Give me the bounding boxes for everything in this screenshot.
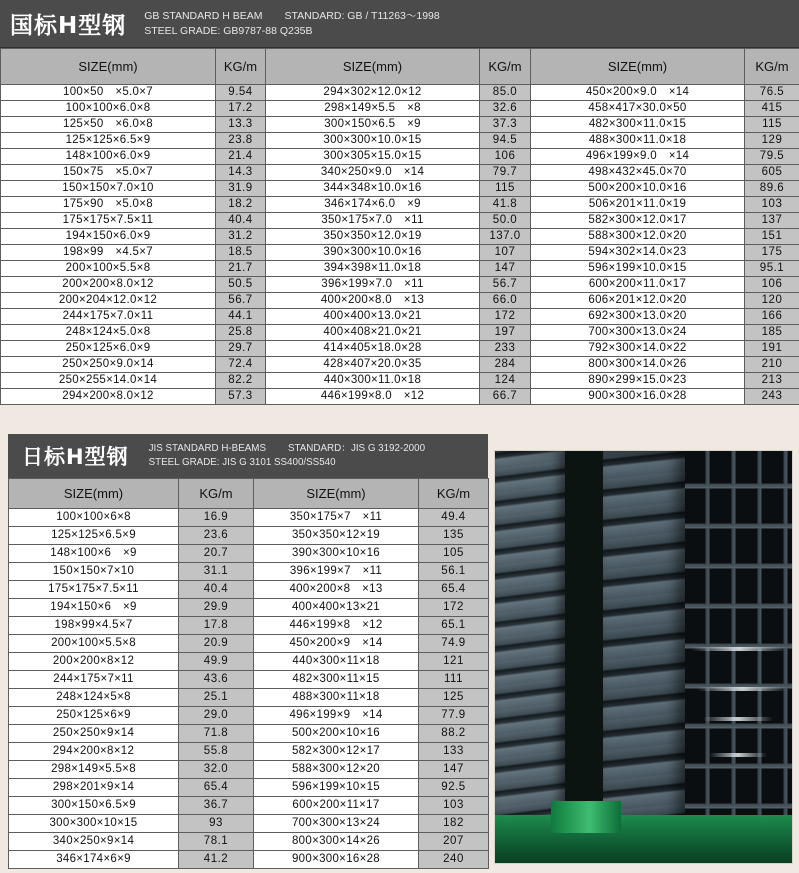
jis-weight-cell: 135	[419, 527, 489, 545]
gb-size-cell: 428×407×20.0×35	[266, 357, 480, 373]
jis-weight-cell: 49.4	[419, 509, 489, 527]
gb-weight-cell: 66.7	[480, 389, 531, 405]
gb-size-cell: 300×305×15.0×15	[266, 149, 480, 165]
jis-table-container	[8, 434, 488, 869]
gb-weight-cell: 120	[745, 293, 799, 309]
jis-weight-cell: 111	[419, 671, 489, 689]
gb-size-cell: 294×200×8.0×12	[1, 389, 216, 405]
jis-weight-cell: 207	[419, 833, 489, 851]
jis-weight-cell: 32.0	[179, 761, 254, 779]
beam-stack-left	[495, 451, 565, 823]
jis-size-cell: 175×175×7.5×11	[9, 581, 179, 599]
jis-size-cell: 488×300×11×18	[254, 689, 419, 707]
gb-weight-cell: 21.4	[216, 149, 266, 165]
gb-weight-cell: 40.4	[216, 213, 266, 229]
gb-banner	[0, 0, 799, 48]
gb-weight-cell: 107	[480, 245, 531, 261]
gb-weight-cell: 44.1	[216, 309, 266, 325]
gb-size-cell: 344×348×10.0×16	[266, 181, 480, 197]
jis-size-cell: 600×200×11×17	[254, 797, 419, 815]
gb-weight-cell: 124	[480, 373, 531, 389]
jis-table-row	[9, 617, 489, 635]
gb-steel-grade: STEEL GRADE: GB9787-88 Q235B	[144, 24, 313, 37]
gb-table-row	[1, 101, 799, 117]
gb-weight-cell: 17.2	[216, 101, 266, 117]
gb-size-cell: 488×300×11.0×18	[531, 133, 745, 149]
jis-weight-cell: 65.1	[419, 617, 489, 635]
gb-weight-cell: 72.4	[216, 357, 266, 373]
gb-weight-cell: 41.8	[480, 197, 531, 213]
gb-size-cell: 606×201×12.0×20	[531, 293, 745, 309]
beam-highlight-1	[691, 647, 787, 651]
gb-size-cell: 496×199×9.0 ×14	[531, 149, 745, 165]
jis-weight-cell: 105	[419, 545, 489, 563]
jis-size-cell: 596×199×10×15	[254, 779, 419, 797]
gb-size-cell: 600×200×11.0×17	[531, 277, 745, 293]
jis-steel-grade: STEEL GRADE: JIS G 3101 SS400/SS540	[148, 457, 336, 468]
gb-weight-cell: 175	[745, 245, 799, 261]
jis-weight-cell: 65.4	[179, 779, 254, 797]
gb-weight-cell: 50.0	[480, 213, 531, 229]
gb-header-size-3: SIZE(mm)	[531, 49, 745, 85]
gb-table-row	[1, 197, 799, 213]
jis-weight-cell: 147	[419, 761, 489, 779]
gb-table-row	[1, 213, 799, 229]
jis-weight-cell: 240	[419, 851, 489, 869]
gb-weight-cell: 50.5	[216, 277, 266, 293]
jis-size-cell: 500×200×10×16	[254, 725, 419, 743]
gb-weight-cell: 31.2	[216, 229, 266, 245]
gb-weight-cell: 23.8	[216, 133, 266, 149]
gb-weight-cell: 82.2	[216, 373, 266, 389]
gb-size-cell: 100×50 ×5.0×7	[1, 85, 216, 101]
gb-size-cell: 175×175×7.5×11	[1, 213, 216, 229]
jis-weight-cell: 55.8	[179, 743, 254, 761]
jis-header-kg-1: KG/m	[179, 479, 254, 509]
jis-table-row	[9, 581, 489, 599]
gb-size-cell: 300×300×10.0×15	[266, 133, 480, 149]
gb-size-cell: 692×300×13.0×20	[531, 309, 745, 325]
gb-header-kg-3: KG/m	[745, 49, 799, 85]
gb-weight-cell: 197	[480, 325, 531, 341]
jis-size-cell: 496×199×9 ×14	[254, 707, 419, 725]
jis-size-cell: 446×199×8 ×12	[254, 617, 419, 635]
gb-table-row	[1, 309, 799, 325]
gb-size-cell: 200×100×5.5×8	[1, 261, 216, 277]
gb-size-cell: 244×175×7.0×11	[1, 309, 216, 325]
gb-weight-cell: 56.7	[216, 293, 266, 309]
gb-weight-cell: 243	[745, 389, 799, 405]
jis-table-row	[9, 725, 489, 743]
jis-table-row	[9, 761, 489, 779]
gb-table-row	[1, 165, 799, 181]
jis-weight-cell: 93	[179, 815, 254, 833]
gb-size-cell: 125×50 ×6.0×8	[1, 117, 216, 133]
jis-weight-cell: 172	[419, 599, 489, 617]
jis-size-cell: 125×125×6.5×9	[9, 527, 179, 545]
photo-background	[495, 451, 792, 863]
gb-size-cell: 396×199×7.0 ×11	[266, 277, 480, 293]
gb-weight-cell: 129	[745, 133, 799, 149]
jis-weight-cell: 29.9	[179, 599, 254, 617]
gb-size-cell: 198×99 ×4.5×7	[1, 245, 216, 261]
gb-size-cell: 458×417×30.0×50	[531, 101, 745, 117]
jis-size-cell: 340×250×9×14	[9, 833, 179, 851]
beam-stack-middle	[603, 451, 685, 833]
jis-size-cell: 200×200×8×12	[9, 653, 179, 671]
jis-size-cell: 200×100×5.5×8	[9, 635, 179, 653]
gb-size-cell: 394×398×11.0×18	[266, 261, 480, 277]
gb-header-kg-1: KG/m	[216, 49, 266, 85]
gb-size-cell: 582×300×12.0×17	[531, 213, 745, 229]
gb-weight-cell: 89.6	[745, 181, 799, 197]
gb-table-row	[1, 341, 799, 357]
jis-size-cell: 100×100×6×8	[9, 509, 179, 527]
beam-highlight-4	[709, 753, 767, 757]
gb-table-row	[1, 389, 799, 405]
gb-size-cell: 294×302×12.0×12	[266, 85, 480, 101]
jis-weight-cell: 29.0	[179, 707, 254, 725]
jis-standard-line1: JIS STANDARD H-BEAMS	[148, 443, 266, 454]
gb-size-cell: 100×100×6.0×8	[1, 101, 216, 117]
gb-table-row	[1, 325, 799, 341]
jis-table-row	[9, 815, 489, 833]
gb-table-row	[1, 133, 799, 149]
gb-size-cell: 440×300×11.0×18	[266, 373, 480, 389]
jis-weight-cell: 23.6	[179, 527, 254, 545]
jis-weight-cell: 25.1	[179, 689, 254, 707]
jis-table-row	[9, 545, 489, 563]
gb-weight-cell: 284	[480, 357, 531, 373]
jis-size-cell: 298×149×5.5×8	[9, 761, 179, 779]
jis-size-cell: 400×400×13×21	[254, 599, 419, 617]
gb-size-cell: 250×250×9.0×14	[1, 357, 216, 373]
jis-weight-cell: 71.8	[179, 725, 254, 743]
beam-stack-right-sections	[685, 451, 792, 833]
jis-weight-cell: 43.6	[179, 671, 254, 689]
gb-weight-cell: 210	[745, 357, 799, 373]
jis-weight-cell: 20.7	[179, 545, 254, 563]
gb-spec-table	[0, 48, 799, 405]
gb-size-cell: 900×300×16.0×28	[531, 389, 745, 405]
jis-weight-cell: 31.1	[179, 563, 254, 581]
gb-header-kg-2: KG/m	[480, 49, 531, 85]
jis-size-cell: 900×300×16×28	[254, 851, 419, 869]
gb-title-cn: 国标H型钢	[10, 13, 127, 39]
gb-weight-cell: 185	[745, 325, 799, 341]
jis-size-cell: 198×99×4.5×7	[9, 617, 179, 635]
jis-table-row	[9, 671, 489, 689]
jis-size-cell: 298×201×9×14	[9, 779, 179, 797]
jis-size-cell: 300×300×10×15	[9, 815, 179, 833]
green-column-base	[551, 801, 621, 833]
gb-weight-cell: 76.5	[745, 85, 799, 101]
jis-title-cn: 日标H型钢	[22, 445, 129, 469]
jis-weight-cell: 88.2	[419, 725, 489, 743]
gb-size-cell: 414×405×18.0×28	[266, 341, 480, 357]
jis-table-row	[9, 563, 489, 581]
gb-weight-cell: 32.6	[480, 101, 531, 117]
jis-size-cell: 250×250×9×14	[9, 725, 179, 743]
jis-size-cell: 700×300×13×24	[254, 815, 419, 833]
jis-weight-cell: 65.4	[419, 581, 489, 599]
gb-size-cell: 800×300×14.0×26	[531, 357, 745, 373]
jis-size-cell: 400×200×8 ×13	[254, 581, 419, 599]
gb-weight-cell: 147	[480, 261, 531, 277]
jis-header-kg-2: KG/m	[419, 479, 489, 509]
jis-size-cell: 300×150×6.5×9	[9, 797, 179, 815]
jis-weight-cell: 103	[419, 797, 489, 815]
jis-table-body	[9, 509, 489, 869]
jis-weight-cell: 20.9	[179, 635, 254, 653]
gb-weight-cell: 415	[745, 101, 799, 117]
jis-table-row	[9, 653, 489, 671]
gb-table-row	[1, 245, 799, 261]
gb-size-cell: 450×200×9.0 ×14	[531, 85, 745, 101]
gb-weight-cell: 85.0	[480, 85, 531, 101]
jis-weight-cell: 49.9	[179, 653, 254, 671]
jis-weight-cell: 92.5	[419, 779, 489, 797]
jis-table-row	[9, 779, 489, 797]
jis-table-row	[9, 833, 489, 851]
jis-weight-cell: 40.4	[179, 581, 254, 599]
gb-size-cell: 350×175×7.0 ×11	[266, 213, 480, 229]
jis-table-row	[9, 743, 489, 761]
jis-weight-cell: 133	[419, 743, 489, 761]
gb-size-cell: 250×255×14.0×14	[1, 373, 216, 389]
gb-size-cell: 500×200×10.0×16	[531, 181, 745, 197]
gb-size-cell: 506×201×11.0×19	[531, 197, 745, 213]
jis-size-cell: 250×125×6×9	[9, 707, 179, 725]
gb-weight-cell: 95.1	[745, 261, 799, 277]
gb-weight-cell: 31.9	[216, 181, 266, 197]
gb-size-cell: 400×200×8.0 ×13	[266, 293, 480, 309]
gb-weight-cell: 37.3	[480, 117, 531, 133]
jis-banner	[8, 434, 488, 478]
jis-table-header-row	[9, 479, 489, 509]
gb-size-cell: 390×300×10.0×16	[266, 245, 480, 261]
gb-standard-text	[144, 9, 439, 39]
gb-weight-cell: 25.8	[216, 325, 266, 341]
gb-weight-cell: 166	[745, 309, 799, 325]
gb-size-cell: 588×300×12.0×20	[531, 229, 745, 245]
gb-size-cell: 150×150×7.0×10	[1, 181, 216, 197]
gb-weight-cell: 106	[745, 277, 799, 293]
gb-table-row	[1, 181, 799, 197]
gb-size-cell: 175×90 ×5.0×8	[1, 197, 216, 213]
gb-header-size-1: SIZE(mm)	[1, 49, 216, 85]
gb-size-cell: 150×75 ×5.0×7	[1, 165, 216, 181]
jis-standard-text	[149, 442, 425, 470]
gb-size-cell: 200×204×12.0×12	[1, 293, 216, 309]
jis-size-cell: 294×200×8×12	[9, 743, 179, 761]
gb-size-cell: 200×200×8.0×12	[1, 277, 216, 293]
gb-standard-line1b: STANDARD: GB / T11263～1998	[284, 9, 440, 22]
gb-weight-cell: 137.0	[480, 229, 531, 245]
jis-header-size-1: SIZE(mm)	[9, 479, 179, 509]
beam-highlight-2	[697, 687, 787, 691]
jis-table-row	[9, 599, 489, 617]
jis-standard-section	[0, 434, 799, 873]
gb-weight-cell: 151	[745, 229, 799, 245]
jis-weight-cell: 121	[419, 653, 489, 671]
jis-weight-cell: 78.1	[179, 833, 254, 851]
gb-weight-cell: 137	[745, 213, 799, 229]
gb-size-cell: 340×250×9.0 ×14	[266, 165, 480, 181]
jis-standard-line1b: STANDARD：JIS G 3192-2000	[287, 443, 426, 454]
gb-size-cell: 148×100×6.0×9	[1, 149, 216, 165]
gb-weight-cell: 115	[745, 117, 799, 133]
jis-size-cell: 450×200×9 ×14	[254, 635, 419, 653]
gb-table-row	[1, 293, 799, 309]
gb-size-cell: 250×125×6.0×9	[1, 341, 216, 357]
gb-weight-cell: 13.3	[216, 117, 266, 133]
jis-size-cell: 350×350×12×19	[254, 527, 419, 545]
jis-weight-cell: 182	[419, 815, 489, 833]
jis-weight-cell: 125	[419, 689, 489, 707]
gb-header-size-2: SIZE(mm)	[266, 49, 480, 85]
gb-size-cell: 446×199×8.0 ×12	[266, 389, 480, 405]
gb-table-row	[1, 357, 799, 373]
gb-size-cell: 400×408×21.0×21	[266, 325, 480, 341]
jis-size-cell: 588×300×12×20	[254, 761, 419, 779]
jis-weight-cell: 56.1	[419, 563, 489, 581]
jis-table-row	[9, 851, 489, 869]
gb-weight-cell: 57.3	[216, 389, 266, 405]
gb-weight-cell: 21.7	[216, 261, 266, 277]
jis-spec-table	[8, 478, 489, 869]
gb-size-cell: 498×432×45.0×70	[531, 165, 745, 181]
gb-weight-cell: 172	[480, 309, 531, 325]
gb-table-row	[1, 85, 799, 101]
h-beam-stack-photo	[494, 450, 793, 864]
jis-size-cell: 346×174×6×9	[9, 851, 179, 869]
jis-size-cell: 396×199×7 ×11	[254, 563, 419, 581]
gb-size-cell: 350×350×12.0×19	[266, 229, 480, 245]
jis-size-cell: 482×300×11×15	[254, 671, 419, 689]
beam-highlight-3	[703, 717, 773, 721]
jis-size-cell: 194×150×6 ×9	[9, 599, 179, 617]
jis-weight-cell: 36.7	[179, 797, 254, 815]
jis-table-row	[9, 635, 489, 653]
gb-table-header-row	[1, 49, 799, 85]
gb-weight-cell: 56.7	[480, 277, 531, 293]
gb-size-cell: 890×299×15.0×23	[531, 373, 745, 389]
gb-size-cell: 298×149×5.5 ×8	[266, 101, 480, 117]
gb-table-row	[1, 117, 799, 133]
gb-size-cell: 194×150×6.0×9	[1, 229, 216, 245]
gb-standard-line1: GB STANDARD H BEAM	[144, 9, 263, 22]
gb-weight-cell: 79.5	[745, 149, 799, 165]
gb-table-row	[1, 277, 799, 293]
gb-weight-cell: 94.5	[480, 133, 531, 149]
jis-size-cell: 350×175×7 ×11	[254, 509, 419, 527]
jis-weight-cell: 41.2	[179, 851, 254, 869]
jis-table-row	[9, 707, 489, 725]
gb-weight-cell: 79.7	[480, 165, 531, 181]
gb-standard-section	[0, 0, 799, 405]
gb-table-row	[1, 229, 799, 245]
gb-size-cell: 594×302×14.0×23	[531, 245, 745, 261]
gb-table-row	[1, 149, 799, 165]
gb-size-cell: 248×124×5.0×8	[1, 325, 216, 341]
jis-weight-cell: 77.9	[419, 707, 489, 725]
jis-weight-cell: 17.8	[179, 617, 254, 635]
gb-table-body	[1, 85, 799, 405]
gb-size-cell: 596×199×10.0×15	[531, 261, 745, 277]
jis-size-cell: 148×100×6 ×9	[9, 545, 179, 563]
gb-weight-cell: 14.3	[216, 165, 266, 181]
gb-size-cell: 125×125×6.5×9	[1, 133, 216, 149]
gb-weight-cell: 233	[480, 341, 531, 357]
jis-table-row	[9, 509, 489, 527]
gb-table-row	[1, 373, 799, 389]
gb-weight-cell: 191	[745, 341, 799, 357]
jis-table-row	[9, 797, 489, 815]
gb-weight-cell: 18.2	[216, 197, 266, 213]
jis-table-row	[9, 527, 489, 545]
gb-weight-cell: 106	[480, 149, 531, 165]
gb-size-cell: 400×400×13.0×21	[266, 309, 480, 325]
gb-weight-cell: 29.7	[216, 341, 266, 357]
jis-size-cell: 582×300×12×17	[254, 743, 419, 761]
gb-size-cell: 792×300×14.0×22	[531, 341, 745, 357]
gb-size-cell: 300×150×6.5 ×9	[266, 117, 480, 133]
jis-weight-cell: 74.9	[419, 635, 489, 653]
gb-table-row	[1, 261, 799, 277]
gb-weight-cell: 18.5	[216, 245, 266, 261]
jis-weight-cell: 16.9	[179, 509, 254, 527]
gb-weight-cell: 115	[480, 181, 531, 197]
gb-size-cell: 346×174×6.0 ×9	[266, 197, 480, 213]
gb-weight-cell: 9.54	[216, 85, 266, 101]
jis-size-cell: 800×300×14×26	[254, 833, 419, 851]
gb-weight-cell: 66.0	[480, 293, 531, 309]
jis-size-cell: 244×175×7×11	[9, 671, 179, 689]
gb-weight-cell: 103	[745, 197, 799, 213]
gb-size-cell: 482×300×11.0×15	[531, 117, 745, 133]
jis-size-cell: 248×124×5×8	[9, 689, 179, 707]
green-floor	[495, 815, 792, 863]
gb-size-cell: 700×300×13.0×24	[531, 325, 745, 341]
jis-size-cell: 150×150×7×10	[9, 563, 179, 581]
jis-size-cell: 440×300×11×18	[254, 653, 419, 671]
gb-weight-cell: 213	[745, 373, 799, 389]
jis-header-size-2: SIZE(mm)	[254, 479, 419, 509]
jis-size-cell: 390×300×10×16	[254, 545, 419, 563]
gb-weight-cell: 605	[745, 165, 799, 181]
jis-table-row	[9, 689, 489, 707]
